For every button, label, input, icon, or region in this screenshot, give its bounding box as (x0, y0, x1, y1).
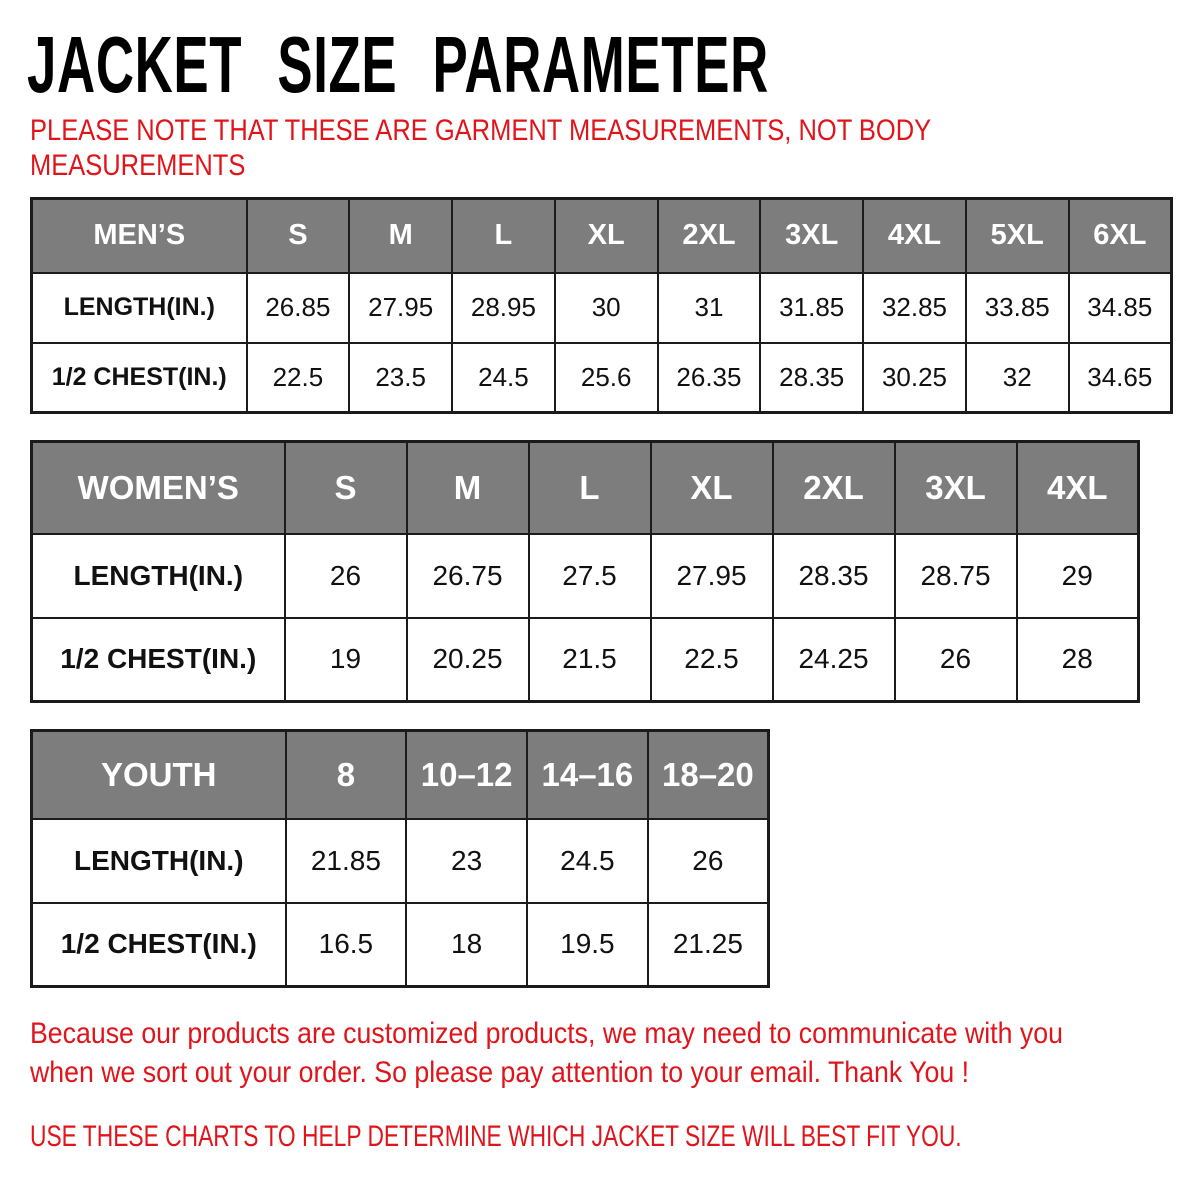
measurement-value-cell: 32 (966, 343, 1069, 413)
row-label-cell: LENGTH(IN.) (32, 273, 247, 343)
measurement-value-cell: 26.75 (407, 534, 529, 618)
size-column-header: 4XL (863, 199, 966, 273)
measurement-value-cell: 34.85 (1069, 273, 1172, 343)
measurement-value-cell: 21.25 (648, 903, 769, 987)
size-column-header: XL (555, 199, 658, 273)
size-column-header: 8 (286, 731, 407, 819)
size-column-header: 14–16 (527, 731, 648, 819)
measurement-value-cell: 19 (285, 618, 407, 702)
size-table-youth (30, 729, 770, 988)
measurement-value-cell: 28.35 (773, 534, 895, 618)
measurement-value-cell: 27.5 (529, 534, 651, 618)
measurement-value-cell: 28.35 (760, 343, 863, 413)
size-column-header: 3XL (760, 199, 863, 273)
row-label-cell: LENGTH(IN.) (32, 819, 286, 903)
size-column-header: XL (651, 442, 773, 534)
measurement-value-cell: 28.95 (452, 273, 555, 343)
measurement-value-cell: 24.5 (527, 819, 648, 903)
measurement-value-cell: 21.5 (529, 618, 651, 702)
custom-order-note (30, 1014, 1200, 1092)
measurement-value-cell: 24.25 (773, 618, 895, 702)
garment-measurement-disclaimer (30, 113, 1200, 183)
measurement-value-cell: 31 (658, 273, 761, 343)
size-table-mens (30, 197, 1173, 414)
table-row (32, 819, 769, 903)
table-title-cell-youth: YOUTH (32, 731, 286, 819)
size-column-header: S (247, 199, 350, 273)
table-row (32, 343, 1172, 413)
table-row (32, 273, 1172, 343)
disclaimer-line-1: PLEASE NOTE THAT THESE ARE GARMENT MEASUREMENTS, NOT BODY (30, 114, 932, 147)
size-column-header: M (407, 442, 529, 534)
measurement-value-cell: 30 (555, 273, 658, 343)
measurement-value-cell: 28.75 (895, 534, 1017, 618)
size-column-header: L (452, 199, 555, 273)
disclaimer-line-2: MEASUREMENTS (30, 149, 246, 182)
measurement-value-cell: 18 (406, 903, 527, 987)
custom-order-note-line-1: Because our products are customized products, we may need to communicate with you (30, 1017, 1063, 1050)
measurement-value-cell: 26 (285, 534, 407, 618)
measurement-value-cell: 33.85 (966, 273, 1069, 343)
measurement-value-cell: 24.5 (452, 343, 555, 413)
table-row (32, 618, 1139, 702)
row-label-cell: 1/2 CHEST(IN.) (32, 343, 247, 413)
size-column-header: L (529, 442, 651, 534)
size-column-header: 4XL (1017, 442, 1139, 534)
measurement-value-cell: 28 (1017, 618, 1139, 702)
measurement-value-cell: 26.35 (658, 343, 761, 413)
table-header-row (32, 199, 1172, 273)
measurement-value-cell: 23.5 (349, 343, 452, 413)
measurement-value-cell: 26 (895, 618, 1017, 702)
measurement-value-cell: 34.65 (1069, 343, 1172, 413)
size-column-header: 6XL (1069, 199, 1172, 273)
size-column-header: 5XL (966, 199, 1069, 273)
measurement-value-cell: 29 (1017, 534, 1139, 618)
size-table-womens (30, 440, 1140, 703)
measurement-value-cell: 22.5 (651, 618, 773, 702)
table-header-row (32, 442, 1139, 534)
size-column-header: 2XL (658, 199, 761, 273)
measurement-value-cell: 23 (406, 819, 527, 903)
measurement-value-cell: 32.85 (863, 273, 966, 343)
custom-order-note-line-2: when we sort out your order. So please pay attention to your email. Thank You ! (30, 1056, 970, 1089)
measurement-value-cell: 26 (648, 819, 769, 903)
size-column-header: 2XL (773, 442, 895, 534)
measurement-value-cell: 30.25 (863, 343, 966, 413)
measurement-value-cell: 31.85 (760, 273, 863, 343)
table-title-cell-womens: WOMEN’S (32, 442, 285, 534)
measurement-value-cell: 21.85 (286, 819, 407, 903)
chart-usage-note: USE THESE CHARTS TO HELP DETERMINE WHICH JACKET SIZE WILL BEST FIT YOU. (30, 1120, 962, 1153)
size-column-header: M (349, 199, 452, 273)
measurement-value-cell: 16.5 (286, 903, 407, 987)
page-title: JACKET SIZE PARAMETER (27, 20, 769, 109)
row-label-cell: 1/2 CHEST(IN.) (32, 903, 286, 987)
table-row (32, 903, 769, 987)
size-column-header: 10–12 (406, 731, 527, 819)
size-column-header: S (285, 442, 407, 534)
measurement-value-cell: 27.95 (349, 273, 452, 343)
table-header-row (32, 731, 769, 819)
row-label-cell: LENGTH(IN.) (32, 534, 285, 618)
measurement-value-cell: 22.5 (247, 343, 350, 413)
measurement-value-cell: 27.95 (651, 534, 773, 618)
measurement-value-cell: 26.85 (247, 273, 350, 343)
table-title-cell-mens: MEN’S (32, 199, 247, 273)
measurement-value-cell: 25.6 (555, 343, 658, 413)
table-row (32, 534, 1139, 618)
row-label-cell: 1/2 CHEST(IN.) (32, 618, 285, 702)
measurement-value-cell: 20.25 (407, 618, 529, 702)
measurement-value-cell: 19.5 (527, 903, 648, 987)
size-column-header: 3XL (895, 442, 1017, 534)
size-column-header: 18–20 (648, 731, 769, 819)
